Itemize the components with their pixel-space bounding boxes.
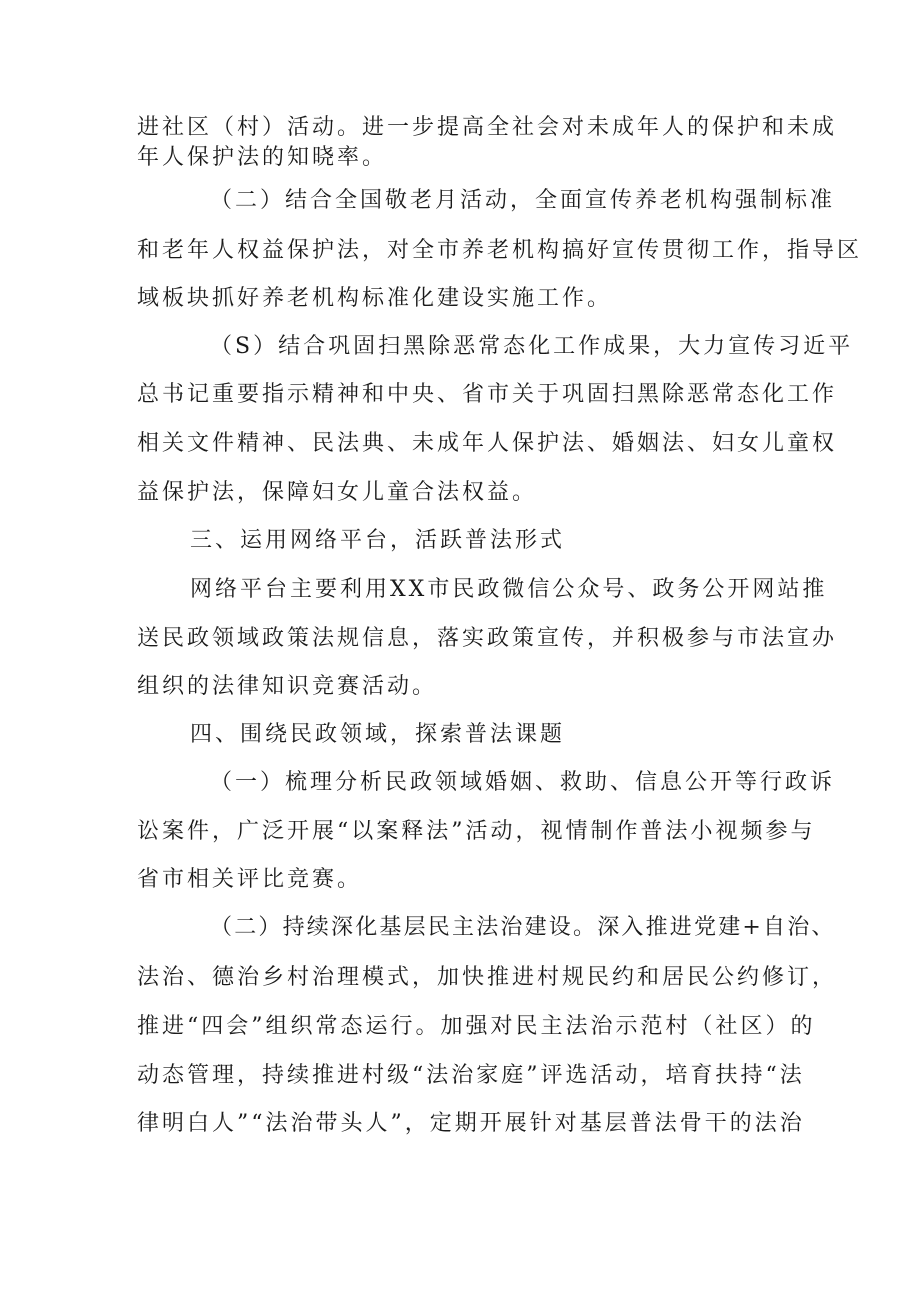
text-line: 省市相关评比竞赛。	[137, 867, 363, 892]
text-line: 动态管理，持续推进村级“法治家庭”评选活动，培育扶持“法	[137, 1063, 805, 1088]
text-line: 推进“四会”组织常态运行。加强对民主法治示范村（社区）的	[137, 1014, 816, 1039]
text-line: （一）梳理分析民政领域婚姻、救助、信息公开等行政诉	[210, 770, 836, 795]
text-line: （二）持续深化基层民主法治建设。深入推进党建+自治、	[210, 915, 836, 940]
text-line: 组织的法律知识竞赛活动。	[137, 674, 438, 699]
text-line: 律明白人”“法治带头人”，定期开展针对基层普法骨干的法治	[137, 1111, 805, 1136]
text-line: 益保护法，保障妇女儿童合法权益。	[137, 480, 538, 505]
text-line: 和老年人权益保护法，对全市养老机构搞好宣传贯彻工作，指导区	[137, 238, 863, 263]
text-line: 年人保护法的知晓率。	[137, 145, 388, 170]
text-line: 域板块抓好养老机构标准化建设实施工作。	[137, 286, 613, 311]
text-line: 讼案件，广泛开展“以案释法”活动，视情制作普法小视频参与	[137, 819, 816, 844]
text-line: （S）结合巩固扫黑除恶常态化工作成果，大力宣传习近平	[210, 334, 854, 359]
text-line: 相关文件精神、民法典、未成年人保护法、婚姻法、妇女儿童权	[137, 431, 838, 456]
section-heading: 四、围绕民政领域，探索普法课题	[190, 722, 566, 747]
section-heading: 三、运用网络平台，活跃普法形式	[190, 528, 566, 553]
text-line: 进社区（村）活动。进一步提高全社会对未成年人的保护和未成	[137, 115, 838, 140]
text-line: 法治、德治乡村治理模式，加快推进村规民约和居民公约修订，	[137, 965, 838, 990]
text-line: （二）结合全国敬老月活动，全面宣传养老机构强制标准	[210, 188, 836, 213]
text-line: 送民政领域政策法规信息，落实政策宣传，并积极参与市法宣办	[137, 626, 838, 651]
text-line: 网络平台主要利用XX市民政微信公众号、政务公开网站推	[190, 577, 828, 602]
text-line: 总书记重要指示精神和中央、省市关于巩固扫黑除恶常态化工作	[137, 382, 838, 407]
